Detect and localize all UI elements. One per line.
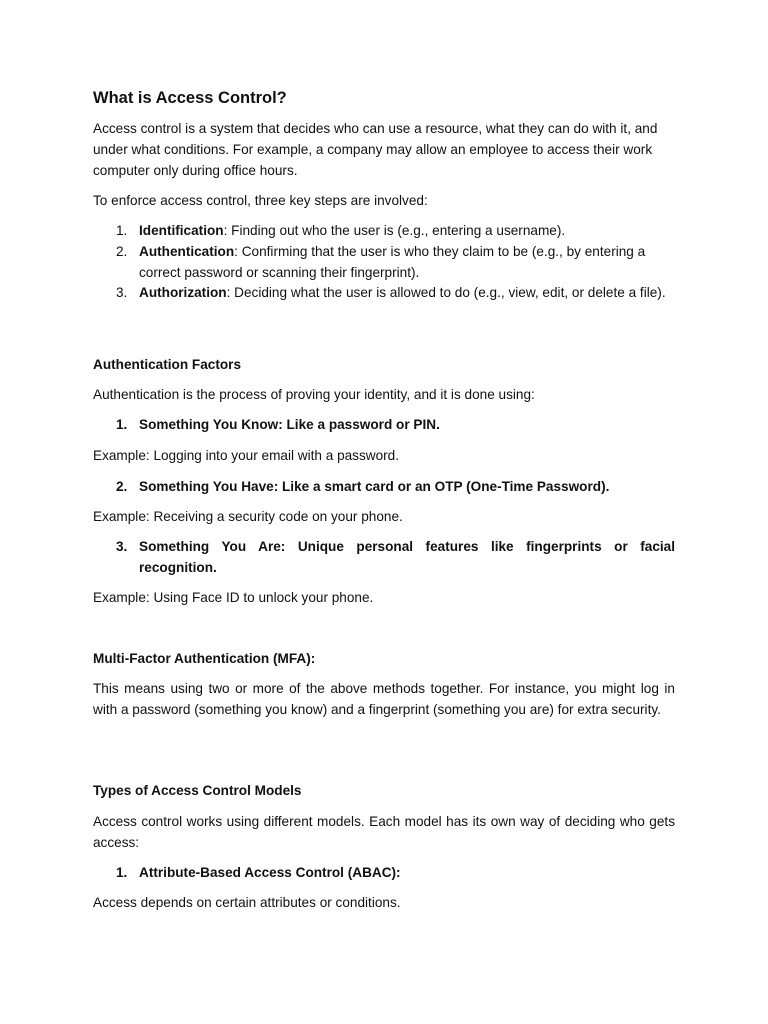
step-desc: : Deciding what the user is allowed to do (e.g., view, edit, or delete a file). [226,285,666,300]
factor-example: Example: Logging into your email with a password. [93,448,400,463]
list-number: 1. [116,417,128,432]
factor-text: Something You Know: Like a password or PIN. [139,417,440,432]
steps-intro: To enforce access control, three key steps are involved: [93,193,428,208]
list-number: 1. [116,223,128,238]
models-intro: Access control works using different models. Each model has its own way of deciding who gets access: [93,814,675,850]
models-heading: Types of Access Control Models [93,783,302,798]
step-desc: : Confirming that the user is who they claim to be (e.g., by entering a correct password or scanning their fingerprint). [139,244,646,280]
list-number: 3. [116,285,128,300]
step-desc: : Finding out who the user is (e.g., entering a username). [223,223,566,238]
auth-factors-heading: Authentication Factors [93,357,242,372]
list-number: 2. [116,479,128,494]
factor-example: Example: Receiving a security code on your phone. [93,509,403,524]
factor-text: Something You Are: Unique personal features like fingerprints or facial recognition. [139,539,675,575]
list-number: 3. [116,539,128,554]
factor-text: Something You Have: Like a smart card or an OTP (One-Time Password). [139,479,610,494]
step-term: Authorization [139,285,227,300]
step-term: Authentication [139,244,235,259]
intro-paragraph: Access control is a system that decides who can use a resource, what they can do with it, and under what conditions. For example, a company may allow an employee to access their work computer only during office hours. [93,121,658,178]
factor-example: Example: Using Face ID to unlock your phone. [93,590,374,605]
page-title: What is Access Control? [93,89,287,107]
list-number: 2. [116,244,128,259]
model-text: Attribute-Based Access Control (ABAC): [139,865,401,880]
step-term: Identification [139,223,224,238]
list-number: 1. [116,865,128,880]
model-desc: Access depends on certain attributes or conditions. [93,895,401,910]
mfa-paragraph: This means using two or more of the above methods together. For instance, you might log in with a password (something you know) and a fingerprint (something you are) for extra security. [93,681,675,717]
mfa-heading: Multi-Factor Authentication (MFA): [93,651,316,666]
auth-factors-intro: Authentication is the process of proving your identity, and it is done using: [93,387,535,402]
